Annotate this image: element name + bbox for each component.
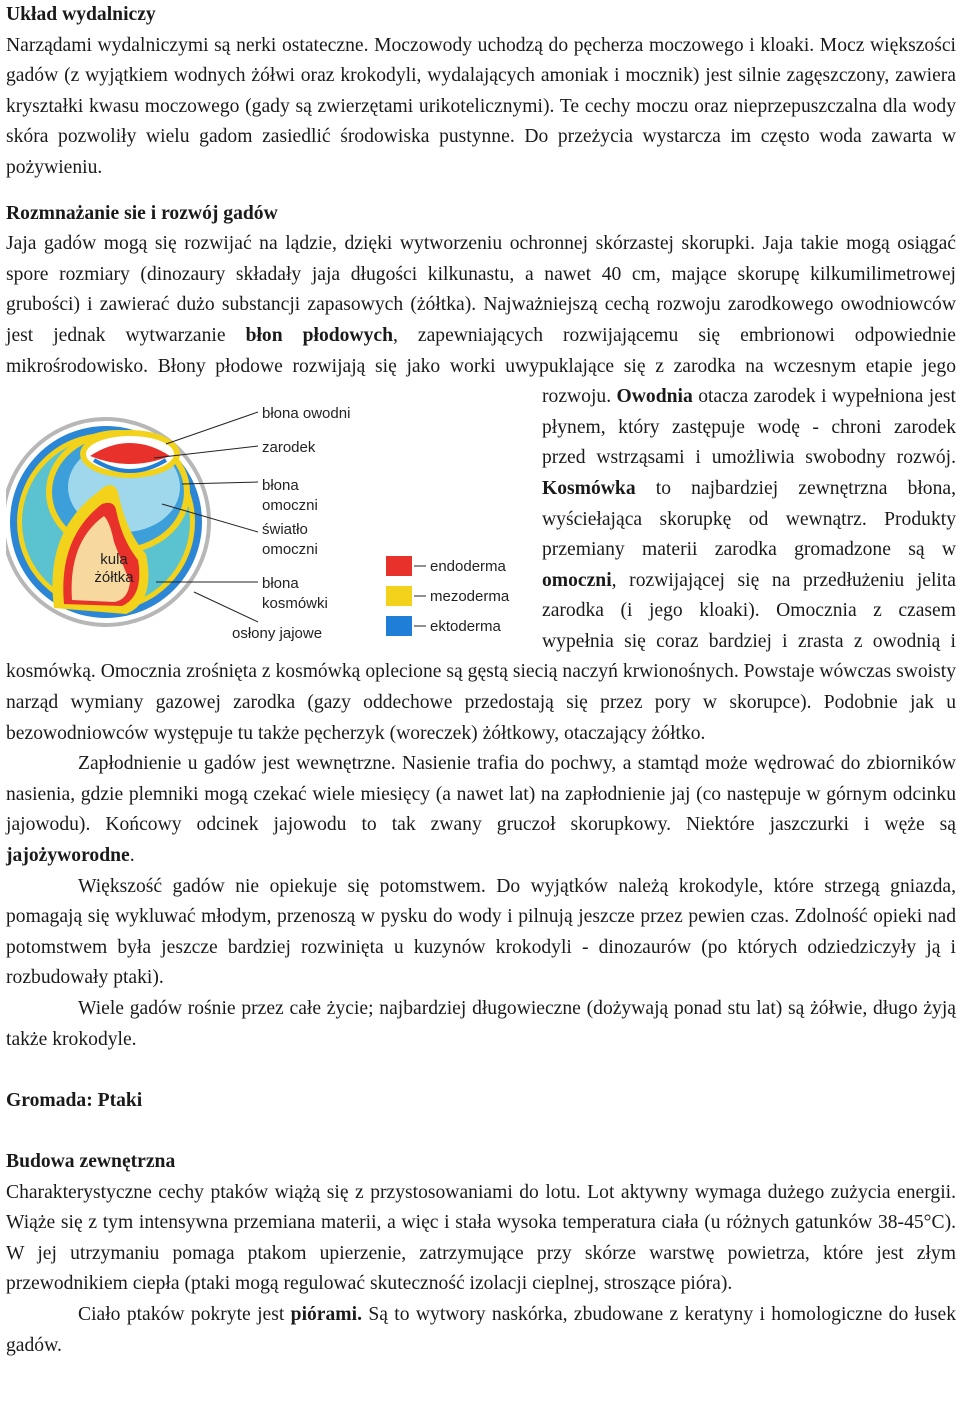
label-allantois-1: błona <box>262 477 299 495</box>
legend-swatch-ectoderm <box>386 616 412 636</box>
text-run: Są to wytwory naskórka, zbudowane z keratyny i homologiczne do łusek gadów. <box>6 1303 956 1356</box>
text-run: Zapłodnienie u gadów jest wewnętrzne. Nasienie trafia do pochwy, a stamtąd może wędrować do zbiorników nasienia, gdzie plemniki mogą czekać wiele miesięcy (a nawet lat) na zapłodnienie jaj (co następuje w górnym odcinku jajowodu). Końcowy odcinek jajowodu to tak zwany gruczoł skorupkowy. Niektóre jaszczurki i węże są <box>6 753 956 836</box>
term-omocznia: omoczni <box>542 569 612 591</box>
label-yolk-1: kula <box>100 551 128 569</box>
text-run: , rozwijającej się na przedłużeniu jelita zarodka (i jego kloaki). Omocznia z czasem wypełnia się coraz bardziej i zrasta z owodnią i kosmówką. Omocznia zrośnięta z kosmówką oplecione są gęstą siecią naczyń krwionośnych. Powstaje wówczas swoisty narząd wymiany gazowej zarodka (gazy oddechowe przedostają się przez pory w skorupce). Podobnie jak u bezowodniowców występuje tu także pęcherzyk (woreczek) żółtkowy, otaczający żółtko. <box>6 569 956 744</box>
embryo-diagram <box>6 382 532 646</box>
section-heading-birds: Gromada: Ptaki <box>6 1089 143 1111</box>
legend-swatch-endoderm <box>386 556 412 576</box>
term-jajozyworodne: jajożyworodne <box>6 845 130 867</box>
term-owodnia: Owodnia <box>616 386 693 408</box>
label-lumen-1: światło <box>262 521 308 539</box>
legend-label-endoderm: endoderma <box>430 558 506 576</box>
text-run: to najbardziej zewnętrzna błona, wyściełająca skorupkę od wewnątrz. Produkty przemiany materii zarodka gromadzone są w <box>542 477 956 561</box>
text-run: . <box>129 845 135 867</box>
label-embryo: zarodek <box>262 439 316 457</box>
paragraph-excretory: Narządami wydalniczymi są nerki ostateczne. Moczowody uchodzą do pęcherza moczowego i kloaki. Mocz większości gadów (z wyjątkiem wodnych żółwi oraz krokodyli, wydalających amoniak i mocznik) jest silnie zagęszczony, zawiera kryształki kwasu moczowego (gady są zwierzętami urikotelicznymi). Te cechy moczu oraz nieprzepuszczalna dla wody skóra pozwoliły wielu gadom zasiedlić środowiska pustynne. Do przeżycia wystarcza im często woda zawarta w pożywieniu. <box>6 34 956 178</box>
text-run: otacza zarodek i wypełniona jest płynem, który zastępuje wodę - chroni zarodek przed wstrząsami i umożliwia swobodny rozwój. <box>542 386 956 469</box>
label-yolk-2: żółtka <box>94 569 134 587</box>
paragraph-birds-1: Charakterystyczne cechy ptaków wiążą się z przystosowaniami do lotu. Lot aktywny wymaga dużego zużycia energii. Wiąże się z tym intensywna przemiana materii, a więc i stała wysoka temperatura ciała (u różnych gatunków 38-45°C). W jej utrzymaniu pomaga ptakom upierzenie, zatrzymujące przy skórze warstwę powietrza, które jest złym przewodnikiem ciepła (ptaki mogą regulować skuteczność izolacji cieplnej, stroszące pióra). <box>6 1181 956 1295</box>
label-allantois-2: omoczni <box>262 497 318 515</box>
paragraph-reproduction-1 <box>6 229 956 749</box>
paragraph-reproduction-4: Wiele gadów rośnie przez całe życie; najbardziej długowieczne (dożywają ponad stu lat) są żółwie, długo żyją także krokodyle. <box>6 998 956 1050</box>
embryo-membranes-figure <box>6 382 532 646</box>
paragraph-reproduction-2 <box>6 749 956 871</box>
label-lumen-2: omoczni <box>262 541 318 559</box>
term-kosmowka: Kosmówka <box>542 477 636 499</box>
paragraph-reproduction-3: Większość gadów nie opiekuje się potomstwem. Do wyjątków należą krokodyle, które strzegą gniazda, pomagają się wykluwać młodym, przenoszą w pysku do wody i pilnują jeszcze przez pewien czas. Zdolność opieki nad potomstwem była jeszcze bardziej rozwinięta u kuzynów krokodyli - dinozaurów (po których odziedziczyły ją i rozbudowały ptaki). <box>6 875 956 989</box>
section-heading-excretory: Układ wydalniczy <box>6 4 156 25</box>
legend-swatch-mesoderm <box>386 586 412 606</box>
section-heading-reproduction: Rozmnażanie sie i rozwój gadów <box>6 202 278 224</box>
paragraph-birds-2 <box>6 1300 956 1361</box>
label-chorion-2: kosmówki <box>262 595 328 613</box>
legend-label-mesoderm: mezoderma <box>430 588 510 606</box>
term-piora: piórami. <box>290 1303 362 1325</box>
document-page <box>6 0 956 1361</box>
text-run: , zapewniających rozwijającemu się embrionowi odpowiednie mikrośrodowisko. Błony płodowe rozwijają się jako worki uwypuklające się z zarodka na wczesnym etapie jego rozwoju. <box>6 324 957 408</box>
label-amnion: błona owodni <box>262 405 351 423</box>
term-blony-plodowe: błon płodowych <box>245 324 393 346</box>
label-chorion-1: błona <box>262 575 299 593</box>
legend-label-ectoderm: ektoderma <box>430 618 501 636</box>
text-run: Jaja gadów mogą się rozwijać na lądzie, dzięki wytworzeniu ochronnej skórzastej skorupki. Jaja takie mogą osiągać spore rozmiary (dinozaury składały jaja długości kilkunastu, a nawet 40 cm, mające skorupę kilkumilimetrowej grubości) i zawierać dużo substancji zapasowych (żółtka). Najważniejszą cechą rozwoju zarodkowego owodniowców jest jednak wytwarzanie <box>6 233 956 346</box>
section-heading-external-structure: Budowa zewnętrzna <box>6 1150 176 1172</box>
label-egg-coverings: osłony jajowe <box>232 625 323 643</box>
text-run: Ciało ptaków pokryte jest <box>78 1303 291 1325</box>
